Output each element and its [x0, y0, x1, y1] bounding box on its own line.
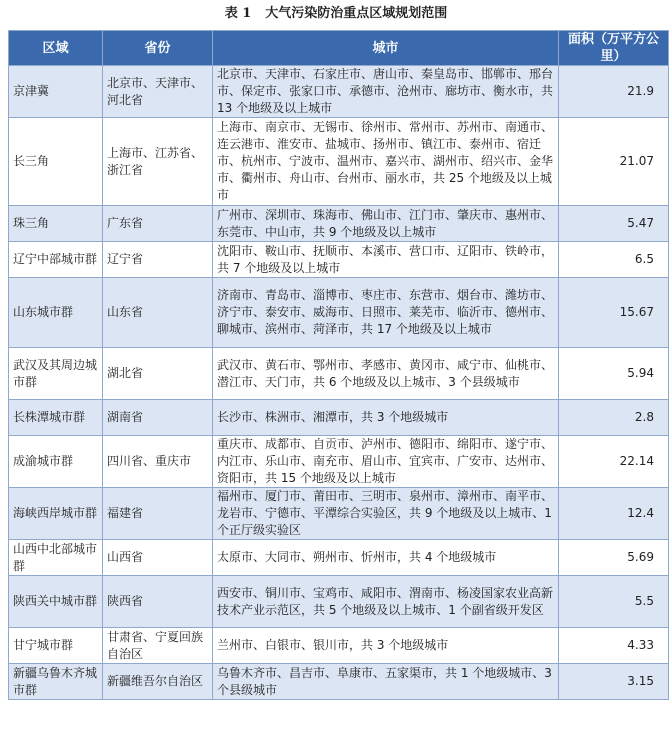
area-cell: 5.5: [559, 576, 669, 628]
region-cell: 甘宁城市群: [9, 628, 103, 664]
region-cell: 京津冀: [9, 66, 103, 118]
area-cell: 21.9: [559, 66, 669, 118]
cities-cell: 乌鲁木齐市、昌吉市、阜康市、五家渠市，共 1 个地级城市、3 个县级城市: [213, 664, 559, 700]
area-cell: 12.4: [559, 488, 669, 540]
region-cell: 长株潭城市群: [9, 400, 103, 436]
cities-cell: 北京市、天津市、石家庄市、唐山市、秦皇岛市、邯郸市、邢台市、保定市、张家口市、承德市、沧州市、廊坊市、衡水市，共 13 个地级及以上城市: [213, 66, 559, 118]
province-cell: 山东省: [103, 278, 213, 348]
table-row: [9, 664, 669, 700]
table-row: [9, 628, 669, 664]
province-cell: 北京市、天津市、河北省: [103, 66, 213, 118]
cities-cell: 武汉市、黄石市、鄂州市、孝感市、黄冈市、咸宁市、仙桃市、潜江市、天门市，共 6 个地级及以上城市、3 个县级城市: [213, 348, 559, 400]
area-cell: 5.69: [559, 540, 669, 576]
region-cell: 陕西关中城市群: [9, 576, 103, 628]
table-row: [9, 118, 669, 206]
area-cell: 22.14: [559, 436, 669, 488]
table-row: [9, 348, 669, 400]
area-cell: 3.15: [559, 664, 669, 700]
province-cell: 陕西省: [103, 576, 213, 628]
cities-cell: 广州市、深圳市、珠海市、佛山市、江门市、肇庆市、惠州市、东莞市、中山市，共 9 个地级及以上城市: [213, 206, 559, 242]
cities-cell: 兰州市、白银市、银川市，共 3 个地级城市: [213, 628, 559, 664]
province-cell: 广东省: [103, 206, 213, 242]
area-cell: 21.07: [559, 118, 669, 206]
table-row: [9, 278, 669, 348]
area-cell: 6.5: [559, 242, 669, 278]
table-row: [9, 206, 669, 242]
province-cell: 上海市、江苏省、浙江省: [103, 118, 213, 206]
table-row: [9, 540, 669, 576]
cities-cell: 济南市、青岛市、淄博市、枣庄市、东营市、烟台市、潍坊市、济宁市、泰安市、威海市、日照市、莱芜市、临沂市、德州市、聊城市、滨州市、菏泽市，共 17 个地级及以上城市: [213, 278, 559, 348]
table-row: [9, 488, 669, 540]
table-caption: [0, 0, 672, 28]
province-cell: 辽宁省: [103, 242, 213, 278]
area-cell: 4.33: [559, 628, 669, 664]
region-cell: 山东城市群: [9, 278, 103, 348]
table-row: [9, 66, 669, 118]
table-title: 大气污染防治重点区域规划范围: [265, 6, 448, 21]
table-row: [9, 400, 669, 436]
header-cities: 城市: [213, 31, 559, 66]
header-province: 省份: [103, 31, 213, 66]
cities-cell: 太原市、大同市、朔州市、忻州市，共 4 个地级城市: [213, 540, 559, 576]
table-row: [9, 242, 669, 278]
table-row: [9, 576, 669, 628]
province-cell: 山西省: [103, 540, 213, 576]
region-cell: 海峡西岸城市群: [9, 488, 103, 540]
area-cell: 5.47: [559, 206, 669, 242]
province-cell: 湖北省: [103, 348, 213, 400]
area-cell: 5.94: [559, 348, 669, 400]
cities-cell: 福州市、厦门市、莆田市、三明市、泉州市、漳州市、南平市、龙岩市、宁德市、平潭综合实验区，共 9 个地级及以上城市、1 个正厅级实验区: [213, 488, 559, 540]
table-number: 表 1: [224, 6, 252, 21]
region-cell: 长三角: [9, 118, 103, 206]
table-header-row: [9, 31, 669, 66]
header-region: 区域: [9, 31, 103, 66]
province-cell: 四川省、重庆市: [103, 436, 213, 488]
header-area: 面积（万平方公里）: [559, 31, 669, 66]
province-cell: 湖南省: [103, 400, 213, 436]
area-cell: 15.67: [559, 278, 669, 348]
region-cell: 辽宁中部城市群: [9, 242, 103, 278]
key-regions-table: [8, 30, 669, 700]
cities-cell: 长沙市、株洲市、湘潭市，共 3 个地级城市: [213, 400, 559, 436]
region-cell: 珠三角: [9, 206, 103, 242]
region-cell: 山西中北部城市群: [9, 540, 103, 576]
cities-cell: 重庆市、成都市、自贡市、泸州市、德阳市、绵阳市、遂宁市、内江市、乐山市、南充市、眉山市、宜宾市、广安市、达州市、资阳市，共 15 个地级及以上城市: [213, 436, 559, 488]
cities-cell: 上海市、南京市、无锡市、徐州市、常州市、苏州市、南通市、连云港市、淮安市、盐城市、扬州市、镇江市、泰州市、宿迁市、杭州市、宁波市、温州市、嘉兴市、湖州市、绍兴市、金华市、衢州市、舟山市、台州市、丽水市，共 25 个地级及以上城市: [213, 118, 559, 206]
region-cell: 武汉及其周边城市群: [9, 348, 103, 400]
region-cell: 新疆乌鲁木齐城市群: [9, 664, 103, 700]
area-cell: 2.8: [559, 400, 669, 436]
cities-cell: 西安市、铜川市、宝鸡市、咸阳市、渭南市、杨凌国家农业高新技术产业示范区，共 5 个地级及以上城市、1 个副省级开发区: [213, 576, 559, 628]
table-row: [9, 436, 669, 488]
province-cell: 福建省: [103, 488, 213, 540]
province-cell: 新疆维吾尔自治区: [103, 664, 213, 700]
region-cell: 成渝城市群: [9, 436, 103, 488]
cities-cell: 沈阳市、鞍山市、抚顺市、本溪市、营口市、辽阳市、铁岭市，共 7 个地级及以上城市: [213, 242, 559, 278]
province-cell: 甘肃省、宁夏回族自治区: [103, 628, 213, 664]
